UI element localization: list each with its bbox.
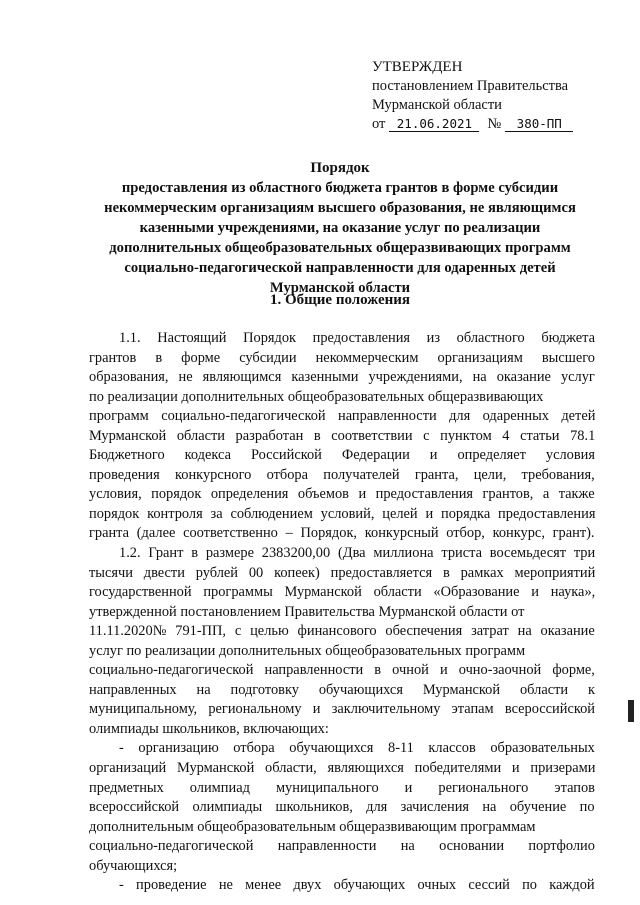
text-line	[89, 700, 595, 720]
text-word: порядок контроля за соблюдением условий, целей и порядка предоставления	[89, 505, 596, 522]
text-word: проведения конкурсного отбора получателей гранта, цели, требования,	[89, 466, 595, 483]
text-word: областного	[456, 330, 525, 346]
text-word: предоставления	[312, 330, 411, 346]
text-word: дополнительным общеобразовательным общеразвивающим программам	[89, 818, 536, 835]
text-line	[89, 583, 595, 603]
text-word: бюджета	[541, 330, 595, 346]
text-word: Бюджетного	[89, 447, 165, 464]
text-word: подготовку	[230, 681, 299, 698]
text-word: направленных	[89, 681, 177, 698]
text-line	[89, 544, 595, 564]
text-line	[89, 446, 595, 466]
text-word: направленности	[277, 838, 377, 855]
text-word: услуг по реализации дополнительных общеобразовательных программ	[89, 642, 526, 659]
text-word: обучающихся;	[89, 857, 178, 874]
text-word: программ социально-педагогической направленности для одаренных детей	[89, 408, 596, 425]
text-word: всероссийской олимпиады школьников, для зачисления на обучение по	[89, 799, 595, 816]
text-line	[89, 349, 595, 369]
approval-line-1: постановлением Правительства	[372, 78, 569, 94]
text-word: Российской	[250, 447, 322, 464]
text-word: Порядок	[243, 330, 297, 346]
text-word: организаций Мурманской области, являющихся победителями и призерами	[89, 760, 596, 777]
body-text	[89, 329, 595, 896]
text-line	[89, 622, 595, 642]
text-line	[89, 798, 595, 818]
text-word: организациям	[437, 349, 523, 366]
text-line	[89, 505, 595, 525]
text-word: на	[400, 838, 415, 855]
text-word: - проведение не менее двух обучающих очных сессий по каждой	[119, 877, 595, 894]
text-line	[89, 876, 595, 896]
text-word: условия	[545, 447, 595, 464]
text-word: предметных	[89, 779, 164, 796]
text-word: образования, не являющимся казенными учреждениями, на оказание услуг	[89, 369, 595, 386]
text-word: на	[196, 681, 211, 698]
text-word: этапов	[554, 779, 595, 796]
text-word: муниципального	[275, 779, 379, 796]
text-line	[89, 818, 595, 838]
text-line	[89, 485, 595, 505]
text-line	[89, 720, 595, 740]
text-word: Мурманской области разработан в соответствии с пунктом 4 статьи 78.1	[89, 427, 596, 444]
approval-number: 380-ПП	[505, 116, 573, 132]
text-word: тысячи двести рублей 00 копеек) предоставляется в рамках мероприятий	[89, 564, 596, 581]
approval-date-prefix: от	[372, 116, 386, 132]
text-word: олимпиад	[189, 779, 250, 796]
text-line	[89, 368, 595, 388]
text-word: области	[519, 681, 569, 698]
text-line	[89, 642, 595, 662]
text-word: основании	[439, 838, 505, 855]
text-word: обучающихся	[318, 681, 403, 698]
text-line	[89, 681, 595, 701]
approval-heading: УТВЕРЖДЕН	[372, 59, 463, 75]
title-line: дополнительных общеобразовательных общеразвивающих программ	[109, 240, 571, 256]
approval-date: 21.06.2021	[389, 116, 479, 132]
text-word: гранта (далее соответственно – Порядок, конкурсный отбор, конкурс, грант).	[89, 525, 595, 542]
text-line	[89, 739, 595, 759]
text-word: муниципальному, региональному и заключительному этапам всероссийской	[89, 701, 595, 718]
text-word: высшего	[541, 349, 595, 366]
text-word: и	[429, 447, 438, 464]
text-word: - организацию отбора обучающихся 8-11 классов образовательных	[119, 740, 595, 757]
approval-stamp	[372, 58, 602, 134]
title-line: Мурманской области	[269, 280, 411, 296]
text-word: по реализации дополнительных общеобразовательных общеразвивающих	[89, 388, 544, 405]
title-line: некоммерческим организациям высшего образования, не являющимся	[104, 200, 576, 216]
title-subtitle	[90, 178, 590, 298]
text-word: государственной программы Мурманской области «Образование и наука»,	[89, 584, 596, 601]
text-word: регионального	[438, 779, 529, 796]
text-line	[89, 466, 595, 486]
text-word: определяет	[457, 447, 526, 464]
text-word: утвержденной постановлением Правительства Мурманской области от	[89, 603, 525, 620]
scan-edge-mark	[628, 700, 634, 722]
text-line	[89, 388, 595, 408]
text-line	[89, 857, 595, 877]
text-word: социально-педагогической направленности в очной и очно-заочной форме,	[89, 662, 595, 679]
title-line: казенными учреждениями, на оказание услуг по реализации	[139, 220, 541, 236]
text-word: субсидии	[239, 349, 297, 366]
text-word: социально-педагогической	[89, 838, 254, 855]
text-line	[89, 837, 595, 857]
text-word: условия, порядок определения объемов и предоставления грантов, а также	[89, 486, 595, 503]
text-line	[89, 524, 595, 544]
text-word: форме	[181, 349, 221, 366]
approval-date-row	[372, 115, 602, 134]
text-word: 11.11.2020№ 791-ПП, с целью финансового обеспечения затрат на оказание	[89, 623, 595, 640]
text-word: некоммерческим	[315, 349, 419, 366]
section-heading: 1. Общие положения	[269, 292, 411, 308]
text-word: олимпиады школьников, включающих:	[89, 720, 329, 737]
text-line	[89, 329, 595, 349]
text-line	[89, 407, 595, 427]
text-word: Настоящий	[157, 330, 227, 346]
text-word: Федерации	[341, 447, 410, 464]
text-word: в	[155, 349, 163, 366]
text-word: 1.1.	[119, 330, 141, 346]
title-line: предоставления из областного бюджета грантов в форме субсидии	[121, 180, 559, 196]
text-word: из	[426, 330, 441, 346]
text-word: к	[587, 681, 595, 698]
approval-number-sign: №	[487, 116, 502, 132]
text-word: кодекса	[184, 447, 231, 464]
text-line	[89, 759, 595, 779]
text-line	[89, 564, 595, 584]
text-line	[89, 779, 595, 799]
text-line	[89, 427, 595, 447]
text-word: Мурманской	[422, 681, 501, 698]
text-word: портфолио	[528, 838, 595, 855]
title-line: социально-педагогической направленности для одаренных детей	[124, 260, 556, 276]
text-word: грантов	[89, 349, 137, 366]
text-word: и	[404, 779, 413, 796]
text-line	[89, 661, 595, 681]
text-word: 1.2. Грант в размере 2383200,00 (Два миллиона триста восемьдесят три	[119, 545, 596, 562]
approval-line-2: Мурманской области	[372, 97, 502, 113]
text-line	[89, 603, 595, 623]
document-title	[90, 158, 590, 298]
title-main: Порядок	[310, 160, 370, 176]
